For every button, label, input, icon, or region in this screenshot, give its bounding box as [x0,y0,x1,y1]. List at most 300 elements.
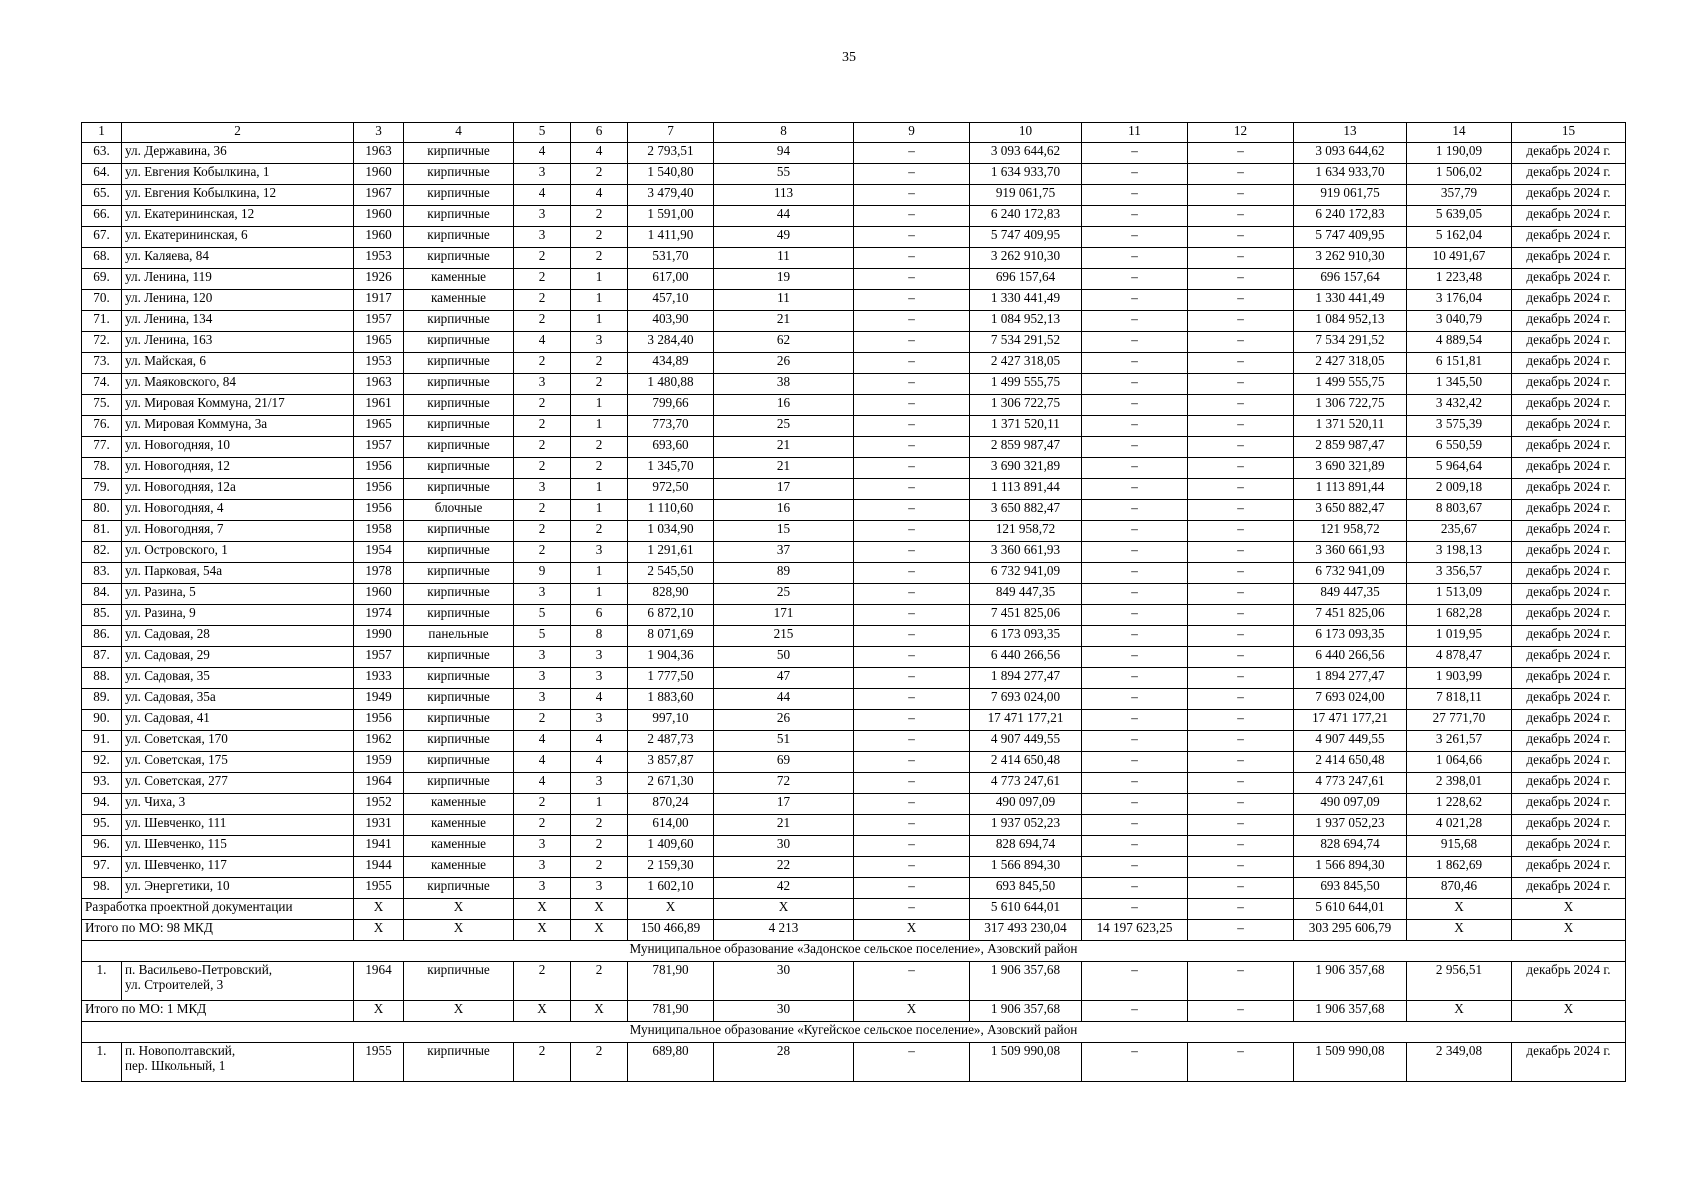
cell: 3 857,87 [628,752,714,773]
cell: 2 427 318,05 [970,353,1082,374]
cell: 3 [514,479,571,500]
cell: 3 [514,206,571,227]
cell: 317 493 230,04 [970,920,1082,941]
cell: 689,80 [628,1043,714,1082]
cell: – [1082,437,1188,458]
col-header: 15 [1512,123,1626,143]
col-header: 7 [628,123,714,143]
cell: X [1407,920,1512,941]
cell: декабрь 2024 г. [1512,752,1626,773]
cell: 2 414 650,48 [970,752,1082,773]
cell: 457,10 [628,290,714,311]
cell: 3 093 644,62 [1294,143,1407,164]
cell: – [854,710,970,731]
table-row [82,878,1626,899]
cell: 2 859 987,47 [970,437,1082,458]
row-number: 76. [82,416,122,437]
cell: 3 198,13 [1407,542,1512,563]
cell: 235,67 [1407,521,1512,542]
cell: 2 [514,290,571,311]
row-address: ул. Евгения Кобылкина, 1 [122,164,354,185]
cell: – [854,521,970,542]
cell: 1 330 441,49 [1294,290,1407,311]
cell: X [1407,899,1512,920]
cell: декабрь 2024 г. [1512,563,1626,584]
cell: декабрь 2024 г. [1512,416,1626,437]
row-address: ул. Маяковского, 84 [122,374,354,395]
cell: 2 [514,395,571,416]
cell: 2 [514,269,571,290]
cell: – [1188,773,1294,794]
cell: – [854,647,970,668]
cell: – [854,752,970,773]
cell: 915,68 [1407,836,1512,857]
section-heading: Муниципальное образование «Задонское сельское поселение», Азовский район [82,941,1626,962]
cell: – [1188,794,1294,815]
row-number: 63. [82,143,122,164]
cell: 614,00 [628,815,714,836]
cell: – [1082,542,1188,563]
cell: 1 480,88 [628,374,714,395]
cell: – [1082,605,1188,626]
cell: декабрь 2024 г. [1512,227,1626,248]
cell: декабрь 2024 г. [1512,710,1626,731]
cell: кирпичные [404,731,514,752]
row-number: 75. [82,395,122,416]
cell: 2 [514,815,571,836]
cell: 1 [571,584,628,605]
cell: – [854,227,970,248]
cell: 1 190,09 [1407,143,1512,164]
cell: 215 [714,626,854,647]
cell: 434,89 [628,353,714,374]
cell: – [1082,290,1188,311]
cell: 50 [714,647,854,668]
cell: – [1188,353,1294,374]
cell: 14 197 623,25 [1082,920,1188,941]
cell: 6 240 172,83 [1294,206,1407,227]
row-number: 83. [82,563,122,584]
table-row [82,815,1626,836]
cell: 4 213 [714,920,854,941]
table-row [82,416,1626,437]
table-row [82,794,1626,815]
cell: X [514,899,571,920]
cell: – [854,143,970,164]
col-header: 4 [404,123,514,143]
row-address: ул. Советская, 277 [122,773,354,794]
cell: X [404,1001,514,1022]
table-row [82,521,1626,542]
cell: 1 906 357,68 [970,1001,1082,1022]
cell: 1 937 052,23 [1294,815,1407,836]
cell: 1 591,00 [628,206,714,227]
cell: 2 [514,458,571,479]
cell: – [1188,626,1294,647]
cell: 7 534 291,52 [970,332,1082,353]
cell: 121 958,72 [1294,521,1407,542]
cell: 2 [514,521,571,542]
cell: – [1082,416,1188,437]
table-row [82,752,1626,773]
col-header: 13 [1294,123,1407,143]
cell: – [1082,311,1188,332]
cell: 1956 [354,458,404,479]
cell: 1 306 722,75 [970,395,1082,416]
cell: – [1188,248,1294,269]
cell: 30 [714,962,854,1001]
cell: 1 [571,479,628,500]
row-number: 78. [82,458,122,479]
cell: 1 [571,500,628,521]
cell: декабрь 2024 г. [1512,794,1626,815]
cell: – [854,1043,970,1082]
cell: 1 937 052,23 [970,815,1082,836]
table-row [82,143,1626,164]
cell: 62 [714,332,854,353]
cell: 2 [571,227,628,248]
cell: 693,60 [628,437,714,458]
cell: 1961 [354,395,404,416]
cell: X [354,920,404,941]
cell: – [854,689,970,710]
table-row [82,584,1626,605]
table-row [82,311,1626,332]
cell: декабрь 2024 г. [1512,143,1626,164]
cell: 1953 [354,248,404,269]
row-address: ул. Ленина, 120 [122,290,354,311]
cell: 2 159,30 [628,857,714,878]
col-header: 12 [1188,123,1294,143]
cell: 1 113 891,44 [1294,479,1407,500]
cell: – [1188,605,1294,626]
cell: 1 345,50 [1407,374,1512,395]
cell: – [1188,899,1294,920]
cell: 1 084 952,13 [1294,311,1407,332]
cell: – [854,290,970,311]
cell: X [354,899,404,920]
cell: – [854,248,970,269]
cell: 49 [714,227,854,248]
cell: 2 [514,542,571,563]
section-heading-row [82,941,1626,962]
cell: 1 906 357,68 [1294,1001,1407,1022]
cell: 4 [571,752,628,773]
cell: – [854,563,970,584]
cell: 1 409,60 [628,836,714,857]
cell: декабрь 2024 г. [1512,290,1626,311]
cell: каменные [404,857,514,878]
cell: каменные [404,269,514,290]
cell: – [1082,374,1188,395]
cell: 6 240 172,83 [970,206,1082,227]
cell: 11 [714,290,854,311]
cell: 1963 [354,143,404,164]
cell: – [1082,626,1188,647]
cell: 1 228,62 [1407,794,1512,815]
cell: X [514,1001,571,1022]
cell: 3 [514,647,571,668]
cell: кирпичные [404,878,514,899]
cell: 1960 [354,584,404,605]
cell: декабрь 2024 г. [1512,353,1626,374]
cell: – [1188,437,1294,458]
cell: декабрь 2024 г. [1512,458,1626,479]
cell: – [1188,458,1294,479]
cell: 1 602,10 [628,878,714,899]
cell: 1962 [354,731,404,752]
cell: 1 [571,290,628,311]
cell: – [1188,857,1294,878]
table-row [82,206,1626,227]
cell: кирпичные [404,1043,514,1082]
cell: – [1188,542,1294,563]
row-address: ул. Ленина, 163 [122,332,354,353]
cell: 2 [514,437,571,458]
row-number: 91. [82,731,122,752]
col-header: 2 [122,123,354,143]
cell: 4 [514,332,571,353]
cell: – [1188,374,1294,395]
cell: – [1082,1043,1188,1082]
row-address: ул. Советская, 175 [122,752,354,773]
table-row [82,374,1626,395]
cell: 1 411,90 [628,227,714,248]
cell: – [854,311,970,332]
table-row [82,773,1626,794]
cell: кирпичные [404,437,514,458]
cell: – [1188,1001,1294,1022]
row-address: ул. Новогодняя, 12а [122,479,354,500]
cell: кирпичные [404,773,514,794]
cell: – [1188,563,1294,584]
cell: – [1188,1043,1294,1082]
cell: 22 [714,857,854,878]
cell: 2 793,51 [628,143,714,164]
cell: 781,90 [628,1001,714,1022]
cell: 303 295 606,79 [1294,920,1407,941]
cell: кирпичные [404,584,514,605]
cell: – [1082,689,1188,710]
cell: 3 [571,668,628,689]
cell: 2 427 318,05 [1294,353,1407,374]
cell: 3 360 661,93 [970,542,1082,563]
cell: 617,00 [628,269,714,290]
cell: 7 451 825,06 [970,605,1082,626]
cell: 25 [714,584,854,605]
cell: 1 113 891,44 [970,479,1082,500]
table-row [82,164,1626,185]
cell: 4 [571,689,628,710]
cell: 17 [714,794,854,815]
cell: X [1512,1001,1626,1022]
row-address: ул. Державина, 36 [122,143,354,164]
cell: 1 862,69 [1407,857,1512,878]
cell: 44 [714,206,854,227]
cell: – [854,794,970,815]
row-number: 81. [82,521,122,542]
table-row [82,290,1626,311]
cell: 1957 [354,647,404,668]
cell: 2 [571,857,628,878]
cell: X [1512,920,1626,941]
cell: 1 499 555,75 [970,374,1082,395]
table-row [82,542,1626,563]
cell: 21 [714,815,854,836]
row-number: 64. [82,164,122,185]
row-address: ул. Островского, 1 [122,542,354,563]
cell: – [1188,185,1294,206]
row-number: 66. [82,206,122,227]
row-address: ул. Парковая, 54а [122,563,354,584]
cell: 5 [514,626,571,647]
cell: – [1188,269,1294,290]
table-row [82,458,1626,479]
cell: 4 [514,752,571,773]
cell: 3 040,79 [1407,311,1512,332]
row-number: 71. [82,311,122,332]
cell: – [1082,878,1188,899]
row-number: 86. [82,626,122,647]
cell: 3 [571,647,628,668]
cell: – [1082,899,1188,920]
cell: 1955 [354,1043,404,1082]
cell: 2 009,18 [1407,479,1512,500]
cell: декабрь 2024 г. [1512,248,1626,269]
cell: 849 447,35 [970,584,1082,605]
cell: 37 [714,542,854,563]
cell: 2 [514,962,571,1001]
cell: – [1082,248,1188,269]
cell: декабрь 2024 г. [1512,668,1626,689]
cell: 2 [514,1043,571,1082]
cell: 17 [714,479,854,500]
cell: – [854,731,970,752]
cell: 5 747 409,95 [1294,227,1407,248]
row-number: 96. [82,836,122,857]
cell: 7 693 024,00 [1294,689,1407,710]
cell: 1 291,61 [628,542,714,563]
col-header: 9 [854,123,970,143]
cell: кирпичные [404,752,514,773]
row-number: 77. [82,437,122,458]
cell: 5 610 644,01 [1294,899,1407,920]
address-line: п. Новополтавский, [125,1043,236,1058]
cell: – [854,479,970,500]
table-row [82,248,1626,269]
table-row [82,626,1626,647]
cell: 5 747 409,95 [970,227,1082,248]
cell: 1 506,02 [1407,164,1512,185]
cell: 3 [514,164,571,185]
cell: кирпичные [404,605,514,626]
cell: 8 071,69 [628,626,714,647]
cell: – [1188,815,1294,836]
row-address: ул. Советская, 170 [122,731,354,752]
address-line: пер. Школьный, 1 [125,1058,226,1073]
cell: 1926 [354,269,404,290]
row-number: 1. [82,962,122,1001]
cell: 38 [714,374,854,395]
row-address: ул. Мировая Коммуна, 21/17 [122,395,354,416]
cell: кирпичные [404,479,514,500]
cell: 997,10 [628,710,714,731]
cell: – [854,773,970,794]
cell: – [1188,521,1294,542]
cell: кирпичные [404,206,514,227]
row-address: ул. Садовая, 29 [122,647,354,668]
row-number: 95. [82,815,122,836]
cell: X [1407,1001,1512,1022]
cell: декабрь 2024 г. [1512,269,1626,290]
cell: 17 471 177,21 [970,710,1082,731]
column-number-row [82,123,1626,143]
row-address: ул. Новогодняя, 7 [122,521,354,542]
cell: 21 [714,458,854,479]
cell: X [404,899,514,920]
cell: 1 [571,269,628,290]
cell: – [1082,752,1188,773]
cell: 3 432,42 [1407,395,1512,416]
cell: 47 [714,668,854,689]
design-docs-row [82,899,1626,920]
mo-total-label: Итого по МО: 1 МКД [82,1001,354,1022]
cell: 1964 [354,773,404,794]
cell: 6 440 266,56 [970,647,1082,668]
cell: – [854,878,970,899]
table-row [82,479,1626,500]
cell: – [1188,584,1294,605]
row-number: 92. [82,752,122,773]
cell: 30 [714,1001,854,1022]
cell: 870,24 [628,794,714,815]
table-row [82,1043,1626,1082]
table-row [82,731,1626,752]
cell: декабрь 2024 г. [1512,878,1626,899]
cell: 4 773 247,61 [1294,773,1407,794]
row-address: ул. Садовая, 41 [122,710,354,731]
cell: декабрь 2024 г. [1512,1043,1626,1082]
cell: 799,66 [628,395,714,416]
cell: – [1188,227,1294,248]
section-heading-row [82,1022,1626,1043]
cell: 3 [514,584,571,605]
cell: – [854,164,970,185]
cell: 6 [571,605,628,626]
cell: 1967 [354,185,404,206]
cell: 3 262 910,30 [970,248,1082,269]
cell: – [1188,668,1294,689]
cell: 17 471 177,21 [1294,710,1407,731]
cell: 27 771,70 [1407,710,1512,731]
row-number: 87. [82,647,122,668]
cell: 69 [714,752,854,773]
cell: – [1082,731,1188,752]
cell: 2 487,73 [628,731,714,752]
cell: – [854,437,970,458]
table-row [82,710,1626,731]
cell: 1 906 357,68 [970,962,1082,1001]
cell: – [1188,143,1294,164]
cell: 2 671,30 [628,773,714,794]
row-number: 79. [82,479,122,500]
cell: X [628,899,714,920]
cell: – [1082,353,1188,374]
cell: 2 398,01 [1407,773,1512,794]
cell: 5 [514,605,571,626]
cell: 696 157,64 [1294,269,1407,290]
cell: – [1188,395,1294,416]
